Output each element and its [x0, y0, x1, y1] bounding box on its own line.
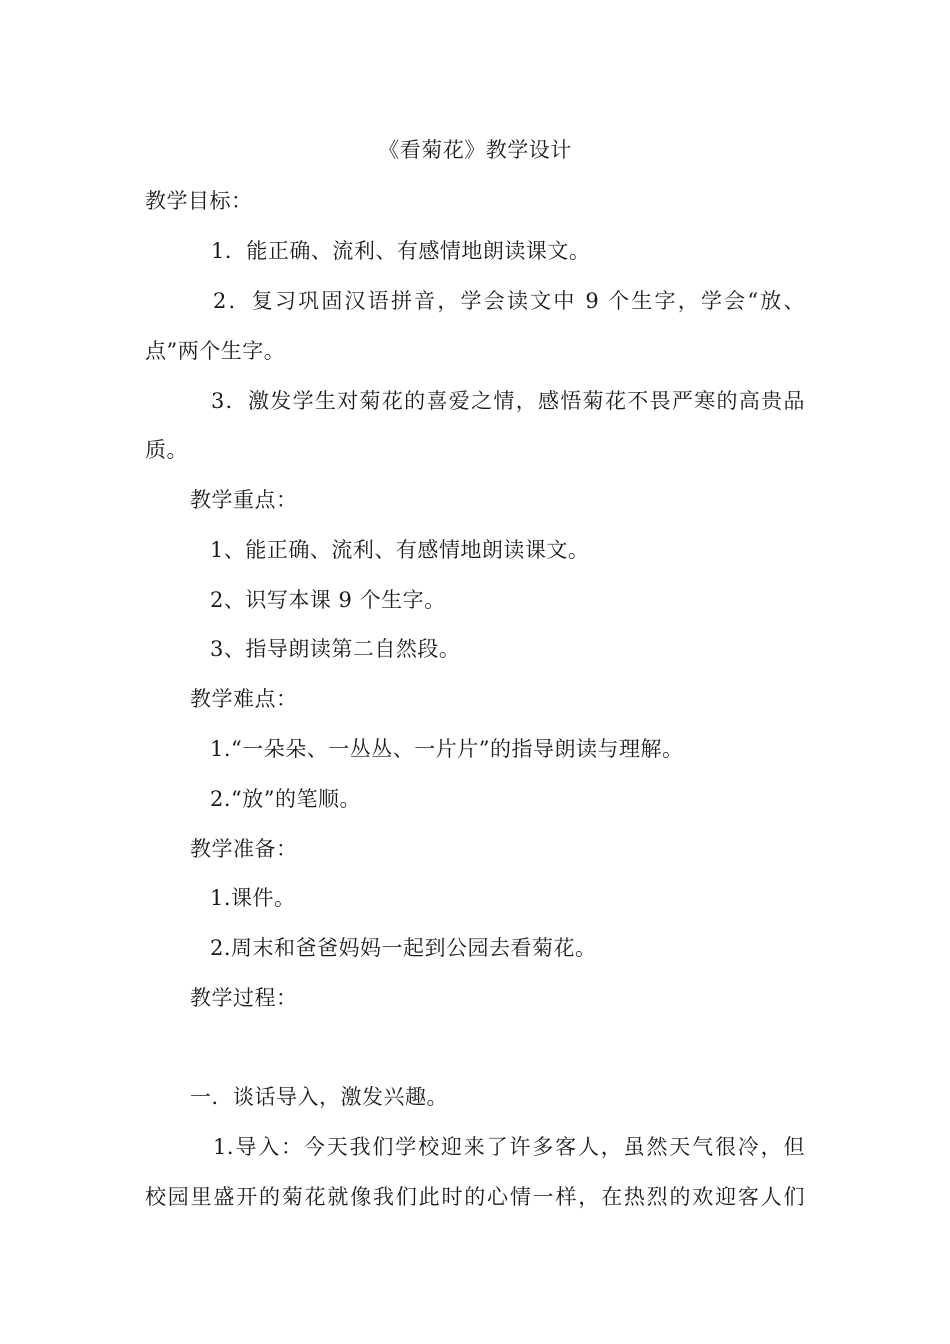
- difficulty-item-1: 1.“一朵朵、一丛丛、一片片”的指导朗读与理解。: [210, 737, 684, 761]
- objective-item-2-line-1: 2．复习巩固汉语拼音，学会读文中 9 个生字，学会“放、: [213, 289, 805, 313]
- process-heading: 教学过程：: [190, 986, 298, 1010]
- objective-item-3-line-1: 3．激发学生对菊花的喜爱之情，感悟菊花不畏严寒的高贵品: [211, 389, 805, 413]
- objective-item-2-line-2: 点”两个生字。: [145, 339, 286, 363]
- key-points-heading: 教学重点：: [190, 488, 298, 512]
- preparation-item-2: 2.周末和爸爸妈妈一起到公园去看菊花。: [210, 936, 597, 960]
- document-title: 《看菊花》教学设计: [378, 138, 572, 162]
- process-section-1-item-1-line-1: 1.导入：今天我们学校迎来了许多客人，虽然天气很冷，但: [213, 1135, 805, 1159]
- process-section-1-item-1-line-2: 校园里盛开的菊花就像我们此时的心情一样，在热烈的欢迎客人们: [145, 1185, 805, 1209]
- objective-item-3-line-2: 质。: [145, 438, 188, 462]
- key-point-item-1: 1、能正确、流利、有感情地朗读课文。: [210, 538, 590, 562]
- key-point-item-3: 3、指导朗读第二自然段。: [210, 637, 461, 661]
- objective-item-1: 1．能正确、流利、有感情地朗读课文。: [211, 239, 591, 263]
- objectives-heading: 教学目标：: [145, 189, 253, 213]
- preparation-heading: 教学准备：: [190, 837, 298, 861]
- difficulties-heading: 教学难点：: [190, 687, 298, 711]
- preparation-item-1: 1.课件。: [210, 886, 296, 910]
- difficulty-item-2: 2.“放”的笔顺。: [210, 787, 362, 811]
- process-section-1-heading: 一．谈话导入，激发兴趣。: [190, 1085, 448, 1109]
- key-point-item-2: 2、识写本课 9 个生字。: [210, 588, 446, 612]
